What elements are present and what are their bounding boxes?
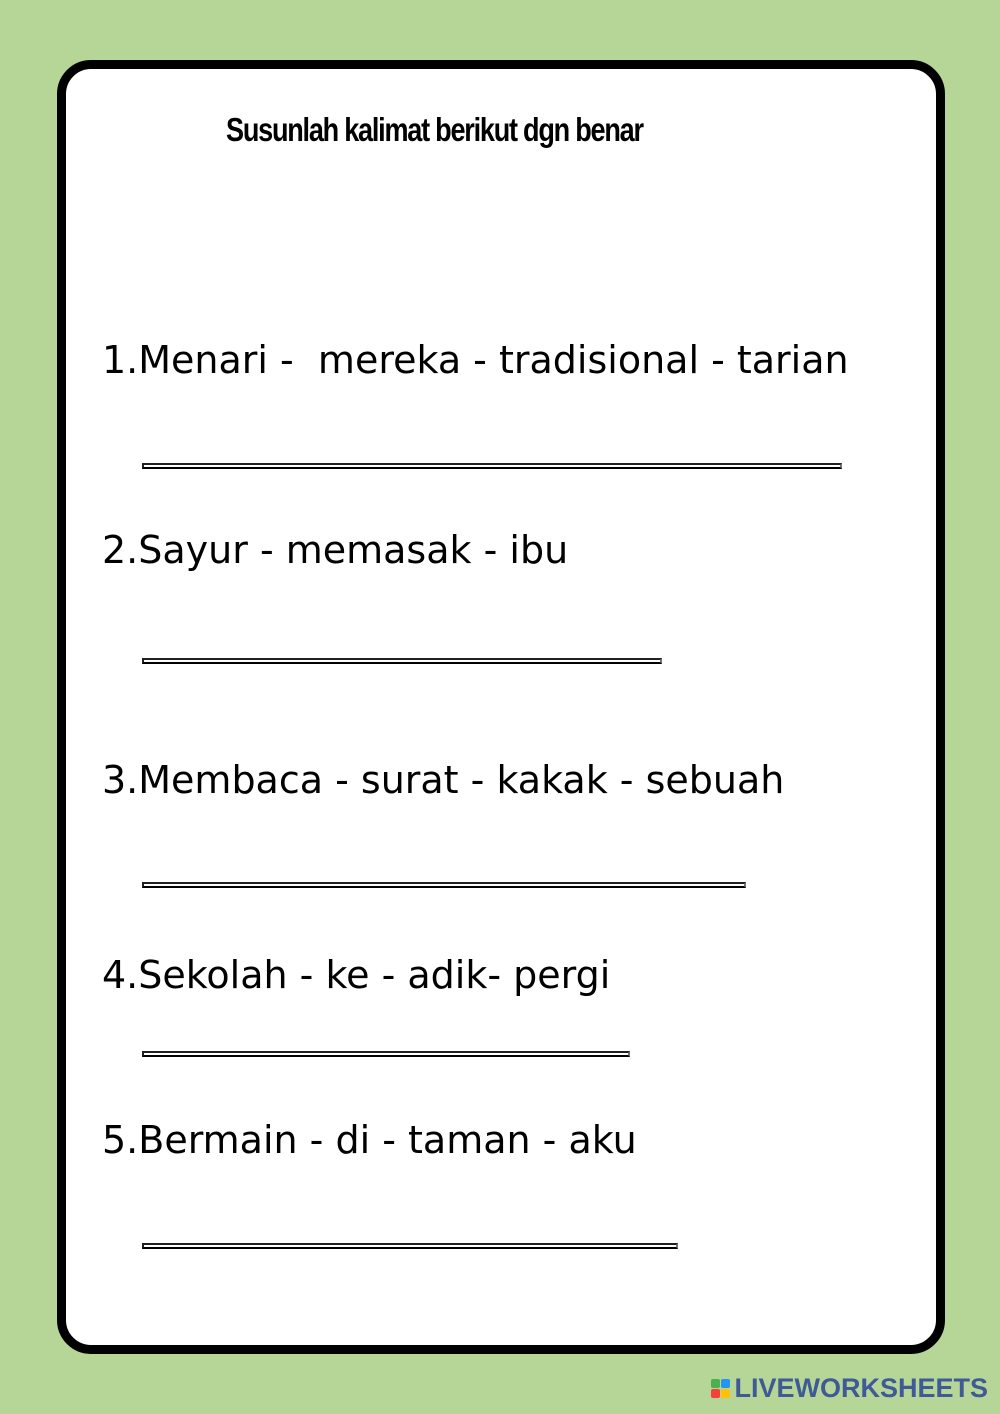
question-4: 4.Sekolah - ke - adik- pergi	[102, 953, 611, 997]
logo-square-blue	[721, 1379, 730, 1388]
logo-square-red	[711, 1389, 720, 1398]
answer-field-4[interactable]	[142, 1051, 630, 1057]
worksheet-title: Susunlah kalimat berikut dgn benar	[226, 111, 643, 148]
logo-square-yellow	[721, 1389, 730, 1398]
question-5: 5.Bermain - di - taman - aku	[102, 1118, 637, 1162]
worksheet-card	[57, 60, 945, 1354]
answer-field-2[interactable]	[142, 658, 662, 664]
liveworksheets-branding[interactable]	[711, 1373, 988, 1404]
question-2: 2.Sayur - memasak - ibu	[102, 528, 569, 572]
liveworksheets-logo-icon	[711, 1379, 730, 1398]
logo-square-green	[711, 1379, 720, 1388]
answer-field-5[interactable]	[142, 1243, 678, 1249]
question-1: 1.Menari - mereka - tradisional - tarian	[102, 338, 849, 382]
answer-field-3[interactable]	[142, 882, 746, 888]
answer-field-1[interactable]	[142, 463, 842, 469]
liveworksheets-logo-text: LIVEWORKSHEETS	[734, 1373, 988, 1403]
question-3: 3.Membaca - surat - kakak - sebuah	[102, 758, 785, 802]
